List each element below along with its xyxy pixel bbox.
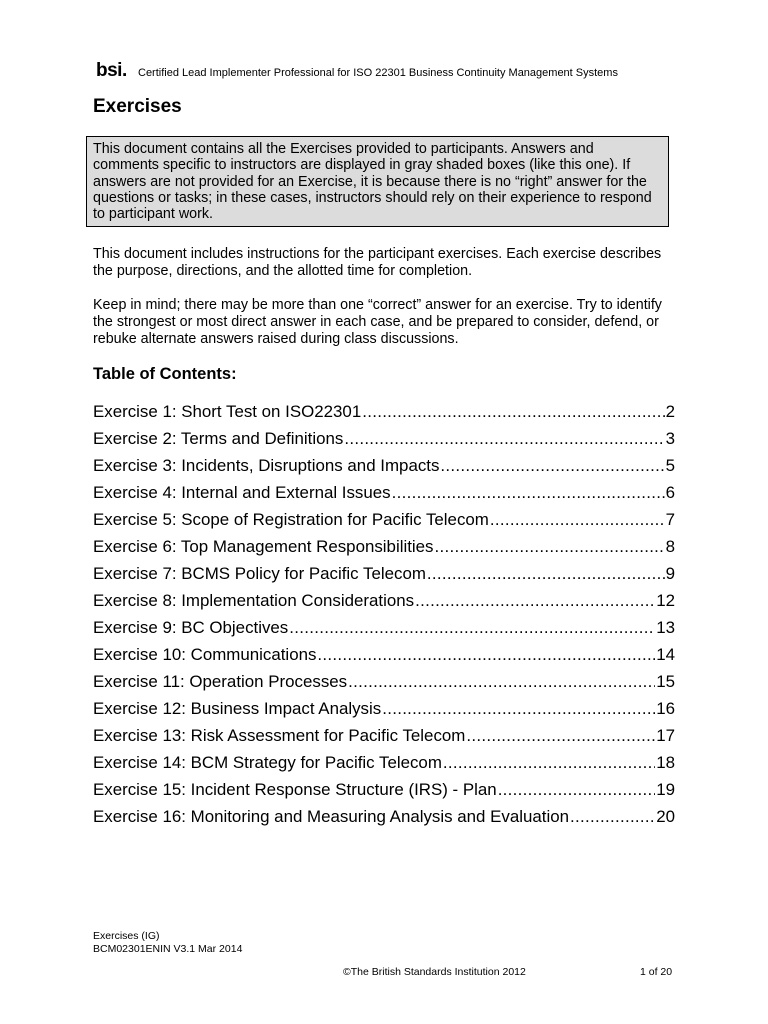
toc-entry[interactable]: [93, 641, 675, 668]
toc-entry[interactable]: [93, 695, 675, 722]
toc-entry[interactable]: [93, 479, 675, 506]
toc-entry-page: 2: [665, 402, 675, 421]
toc-entry-page: 5: [665, 456, 675, 475]
toc-dot-leader: [392, 479, 665, 506]
toc-entry[interactable]: [93, 668, 675, 695]
toc-entry-page: 8: [665, 537, 675, 556]
toc-dot-leader: [490, 506, 665, 533]
toc-entry-page: 12: [656, 591, 675, 610]
toc-dot-leader: [344, 425, 664, 452]
toc-entry-page: 15: [656, 672, 675, 691]
toc-entry-page: 6: [665, 483, 675, 502]
toc-entry[interactable]: [93, 452, 675, 479]
toc-dot-leader: [362, 398, 664, 425]
page-title: Exercises: [93, 96, 182, 117]
toc-entry-title: Exercise 5: Scope of Registration for Pacific Telecom: [93, 510, 489, 529]
toc-entry-title: Exercise 8: Implementation Considerations: [93, 591, 415, 610]
footer-doc-info: [93, 930, 242, 956]
intro-paragraph: This document includes instructions for the participant exercises. Each exercise describes the purpose, directions, and the allotted time for completion.: [93, 246, 662, 279]
toc-dot-leader: [427, 560, 665, 587]
toc-dot-leader: [348, 668, 655, 695]
toc-dot-leader: [466, 722, 655, 749]
toc-entry[interactable]: [93, 560, 675, 587]
toc-entry-page: 3: [665, 429, 675, 448]
toc-entry-page: 13: [656, 618, 675, 637]
footer-copyright: ©The British Standards Institution 2012: [343, 966, 526, 978]
toc-dot-leader: [382, 695, 655, 722]
toc-entry-page: 14: [656, 645, 675, 664]
footer-doc-code: BCM02301ENIN V3.1 Mar 2014: [93, 943, 243, 955]
footer-doc-title: Exercises (IG): [93, 930, 160, 942]
header-title: Certified Lead Implementer Professional for ISO 22301 Business Continuity Management Systems: [138, 67, 618, 79]
toc-entry[interactable]: [93, 533, 675, 560]
toc-entry-title: Exercise 1: Short Test on ISO22301: [93, 402, 362, 421]
bsi-logo: bsi.: [96, 60, 127, 81]
toc-entry-title: Exercise 10: Communications: [93, 645, 317, 664]
toc-entry-title: Exercise 3: Incidents, Disruptions and Impacts: [93, 456, 440, 475]
toc-entry-page: 20: [656, 807, 675, 826]
toc-dot-leader: [415, 587, 655, 614]
toc-entry-title: Exercise 12: Business Impact Analysis: [93, 699, 382, 718]
toc-dot-leader: [435, 533, 665, 560]
toc-entry[interactable]: [93, 722, 675, 749]
toc-entry-title: Exercise 2: Terms and Definitions: [93, 429, 344, 448]
toc-entry[interactable]: [93, 425, 675, 452]
toc-entry-page: 7: [665, 510, 675, 529]
toc-entry[interactable]: [93, 506, 675, 533]
toc-entry[interactable]: [93, 614, 675, 641]
page-header: [96, 60, 676, 84]
toc-entry-page: 17: [656, 726, 675, 745]
toc-dot-leader: [317, 641, 655, 668]
toc-entry-title: Exercise 7: BCMS Policy for Pacific Telecom: [93, 564, 426, 583]
toc-dot-leader: [498, 776, 656, 803]
table-of-contents: [93, 398, 675, 830]
toc-entry[interactable]: [93, 776, 675, 803]
toc-dot-leader: [443, 749, 655, 776]
toc-entry-title: Exercise 16: Monitoring and Measuring Analysis and Evaluation: [93, 807, 570, 826]
toc-dot-leader: [440, 452, 664, 479]
toc-entry-title: Exercise 11: Operation Processes: [93, 672, 348, 691]
footer-page-number: 1 of 20: [640, 966, 673, 978]
toc-entry[interactable]: [93, 587, 675, 614]
toc-heading: Table of Contents:: [93, 365, 237, 383]
toc-dot-leader: [570, 803, 655, 830]
instructor-note-box: This document contains all the Exercises provided to participants. Answers and comments specific to instructors are displayed in gray shaded boxes (like this one). If answers are not provided for an Exercise, it is because there is no “right” answer for the questions or tasks; in these cases, instructors should rely on their experience to respond to participant work.: [86, 136, 669, 227]
toc-entry-title: Exercise 9: BC Objectives: [93, 618, 289, 637]
toc-entry-title: Exercise 4: Internal and External Issues: [93, 483, 391, 502]
toc-entry[interactable]: [93, 803, 675, 830]
toc-entry-title: Exercise 15: Incident Response Structure (IRS) - Plan: [93, 780, 497, 799]
toc-entry-title: Exercise 14: BCM Strategy for Pacific Telecom: [93, 753, 442, 772]
toc-entry-title: Exercise 13: Risk Assessment for Pacific Telecom: [93, 726, 466, 745]
toc-entry[interactable]: [93, 398, 675, 425]
keep-in-mind-paragraph: Keep in mind; there may be more than one “correct” answer for an exercise. Try to identify the strongest or most direct answer in each case, and be prepared to consider, defend, or rebuke alternate answers raised during class discussions.: [93, 297, 662, 347]
toc-entry-page: 16: [656, 699, 675, 718]
toc-entry-page: 9: [665, 564, 675, 583]
toc-entry-page: 19: [656, 780, 675, 799]
toc-dot-leader: [289, 614, 655, 641]
toc-entry-title: Exercise 6: Top Management Responsibilities: [93, 537, 434, 556]
toc-entry-page: 18: [656, 753, 675, 772]
toc-entry[interactable]: [93, 749, 675, 776]
